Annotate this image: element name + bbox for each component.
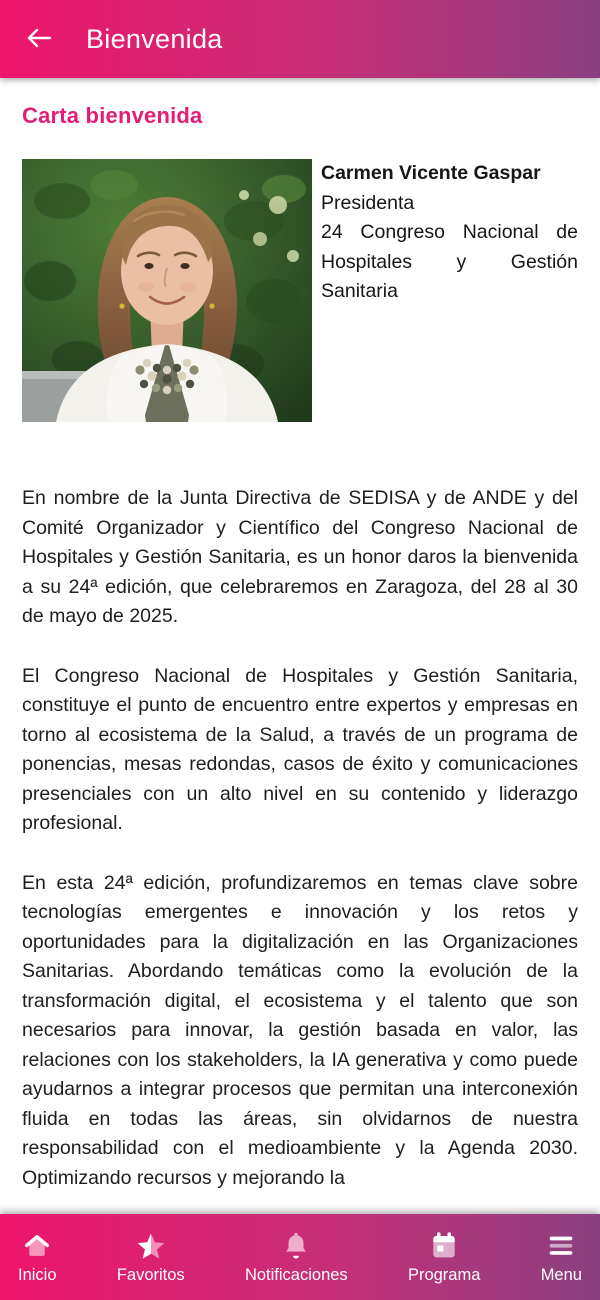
letter-paragraph: En nombre de la Junta Directiva de SEDISA y de ANDE y del Comité Organizador y Científico del Congreso Nacional de Hospitales y Gestión Sanitaria, es un honor daros la bienvenida a su 24ª edición, que celebraremos en Zaragoza, del 28 al 30 de mayo de 2025. <box>22 487 578 627</box>
nav-item-programa[interactable] <box>406 1226 482 1289</box>
star-half-icon <box>133 1230 169 1262</box>
nav-label: Inicio <box>18 1265 57 1284</box>
welcome-letter-body <box>22 484 578 1193</box>
bell-icon <box>278 1230 314 1262</box>
home-icon <box>19 1230 55 1262</box>
menu-icon <box>543 1230 579 1262</box>
nav-label: Notificaciones <box>244 1265 348 1284</box>
speaker-portrait-photo <box>22 159 312 422</box>
back-arrow-icon <box>26 27 52 52</box>
nav-item-menu[interactable] <box>539 1226 584 1289</box>
speaker-info <box>321 159 578 307</box>
letter-paragraph: El Congreso Nacional de Hospitales y Gestión Sanitaria, constituye el punto de encuentro entre expertos y empresas en torno al ecosistema de la Salud, a través de un programa de ponencias, mesas redondas, casos de éxito y comunicaciones presenciales con un alto nivel en su contenido y liderazgo profesional. <box>22 664 578 834</box>
speaker-organization: 24 Congreso Nacional de Hospitales y Gestión Sanitaria <box>321 221 578 302</box>
bottom-nav <box>0 1214 600 1300</box>
nav-label: Favoritos <box>116 1265 185 1284</box>
speaker-name: Carmen Vicente Gaspar <box>321 162 541 184</box>
content-area <box>0 78 600 1214</box>
nav-label: Programa <box>407 1265 481 1284</box>
nav-item-notificaciones[interactable] <box>243 1226 350 1289</box>
speaker-role: Presidenta <box>321 191 415 214</box>
profile-section <box>22 159 578 422</box>
page-title: Bienvenida <box>86 23 223 54</box>
letter-paragraph: En esta 24ª edición, profundizaremos en temas clave sobre tecnologías emergentes e innovación y los retos y oportunidades para la digitalización en las Organizaciones Sanitarias. Abordando temáticas como la evolución de la transformación digital, el ecosistema y el talento que son necesarios para innovar, la gestión basada en valor, las relaciones con los stakeholders, la IA generativa y como puede ayudarnos a integrar procesos que permitan una interconexión fluida en todas las áreas, sin olvidarnos de nuestra responsabilidad con el medioambiente y la Agenda 2030. Optimizando recursos y mejorando la <box>22 871 578 1189</box>
section-title: Carta bienvenida <box>22 103 203 128</box>
nav-item-favoritos[interactable] <box>115 1226 187 1289</box>
back-button[interactable] <box>24 24 54 54</box>
nav-label: Menu <box>540 1265 582 1284</box>
app-header <box>0 0 600 78</box>
portrait-illustration <box>22 159 312 422</box>
nav-item-inicio[interactable] <box>16 1226 59 1289</box>
calendar-icon <box>426 1230 462 1262</box>
